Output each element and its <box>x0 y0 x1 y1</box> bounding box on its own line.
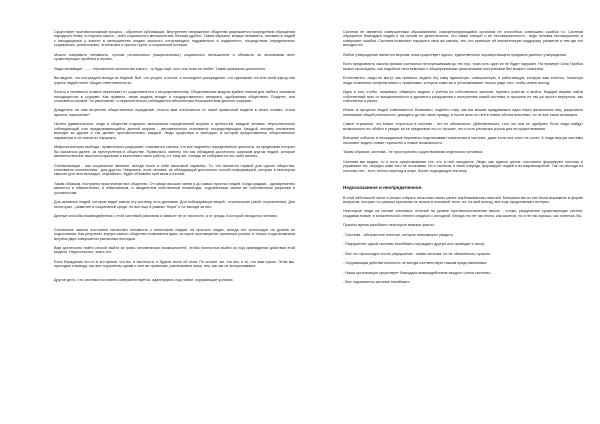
paragraph: Для активных людей, которые видят сквозь эту систему, есть дилемма: Для побеждающих вещей - ограничение (зачёт ограничения). Для некоторых - развитие в социальной среде, но все еще в рамках "норм" и не выходя за них. <box>54 200 295 209</box>
paragraph: Можно направить ненависть, против религиозных (национальных) социальных меньшинств и объявить их виновными всех существующих проблем в стране. <box>54 52 295 62</box>
paragraph: Естественно, люди не могут, как правило, видеть эту саму идеальную, совершенную, и работающую, которую вам хочется. Зачастую люди позволяют конфликтовать с правилами, которые сами же и устанавливают только ради того, чтобы иметь выход. <box>343 76 583 85</box>
paragraph: Люди ненавидят ...... - переменное количество какого - то будь ещё, кого они тоже не любят. Таким примером достаточно. <box>54 66 267 71</box>
paragraph: Злость и ненависть плавно перетекает от существенного к несущественному. Общественная модель крайне опасна для любого человека находящегося в социуме. Как правило, такая модель входит и государственного аппарата, одобряемая обществом. Позднее, она становится нормой "по умолчанию" и неукоснительно соблюдается абсолютным большинством данного социума. <box>54 90 295 103</box>
right-column <box>343 30 583 290</box>
paragraph: Ничего удивительного, людь в обществе старшего заложников определенной морали и ценностей, каждый человек, неукоснительно соблюдающий или придерживающийся данной морали - автоматически становится посредствующим. Каждый человек неизменно выходит за другие и так делает противоположно каждый. Люди существуя и свободно, в которой предоставлены общественные параметры и не смели их нарушать. <box>54 122 295 140</box>
paragraph: Дождитесь ли нам встретить общественное осуждение, стоило вам отклониться от такой привычной модели в своих словах, стали щекоты, мышления? <box>54 108 295 117</box>
paragraph: Существует противоположный процесс - обратное субламация. Внутреннее напряжение общества разряжается посредством обращения народного гнева, в стороны какого - либо социального меньшинства. Весьма удобно. Таким образом, всякую ненависть, ненависть людей к находящимся у власти в меньшинстве людям сильного отторгающего надуманного и надменного, посредством определенных социальных, религиозных, этнических и прочих групп, к социальной истерии. <box>54 30 295 48</box>
list-item: - Система - абстрактное понятие, которое невозможно увидеть; <box>343 232 454 237</box>
paragraph: Пришло время разобрать некоторые важные факты: <box>343 223 435 228</box>
paragraph: Таким образом, система - не пространство существования отдельного человека. <box>343 150 484 155</box>
paragraph: Некоторые люди на основе ключевых отличий на уровне противопоставления мысль - слова, разрушение существующих систем, создавая новые, в значительной степени сходные с исходной. Иногда это не так плохо, как кажется, но и не так хорошо, как хотелось бы. <box>343 209 583 218</box>
paragraph: Система не является совершенным образованием, саморегулирующийся организм не способных совершать ошибок т.к. Система образуется благодаря людям и на основе их деятельности, что также говорит о ее несовершенности - ведь человек несовершенен и совершает ошибки. Система позволяет нарушать свои же законы, тех, кто приносит ей значительную поддержку, развитие и тем где это выгодно ей. <box>343 30 583 48</box>
paragraph: Данные способы взаимодействия с этой системой различны и зависят не от личности, а от среды, в которой находится человек. <box>54 214 278 219</box>
paragraph: Идея в том, чтобы, например, обмануть модель с учетом ее собственных законов, принять участие и выйти. Каждый вправе найти собственный путь от эмоционального и духовного разрушения к построению новой системы; в прошлое не так уж просто вернуться, как собственно и ранее. <box>343 90 583 103</box>
paragraph: Иначе, в процессе людей сомневаются. Возможно, подобно тому, как мы можем придумывать идеи через физических лиц, разрешено понимание общей реальности, доводить до них свою правду, а после жить по ней в новых обстоятельствах, но не все такое возможно. <box>343 108 583 117</box>
paragraph: Внешние события и неожиданные перемены подталкивают изменения в системе, даже если она этого не хочет. А люди внутри системы начинают видеть новые горизонты и новые возможности. <box>343 136 583 145</box>
paragraph: Другое дело, что система постоянно совершенствуется, адаптируясь под новые, окружающие условия. <box>54 277 234 282</box>
paragraph: Система мы видим, то и есть существование тех, кто в ней находится. Люди, как единое целое, постоянно формируют систему и управляют ею, нередко сами того не осознавая. Но и система, в свою очередь, формирует людей и их мировоззрение. Так что выхода из системы нет - есть только переход в иную, более подходящую систему. <box>343 159 583 173</box>
paragraph: Стигматизация - как социальное явление, всегда носит в себе массовый характер. То, что является нормой для одного общества, становится отклонением - для другого. Например, если человек, не обладающий достаточно точной информацией, которые в некотором смысле для него выглядят, откровенно, будет объявлен еретиком и изгоем. <box>54 163 295 177</box>
paragraph: Если блуждание кто-то в это время, что вы, в частности, и будете знать об этом. По истине, же, это мы, и то, что вам нужно. Этим мы, приходим к выводу: мы все подчинены одним и тем же правилам, различаемся лишь тем, как мы их воспринимаем. <box>54 259 295 269</box>
paragraph: Вы видите, что пострадать всегда за бедный. Всё, что угодно, а после, и последнее рассуждение, что одинаково тот или иной народ или группа людей несёт общую ответственность. <box>54 76 295 85</box>
paragraph: Таким образом, построено практически все общество. От самых высших чинов и до самых простых людей. Когда каждый - одновременно является и обвинителем, и обвиняемым, и свидетелем собственной несвободы, подчиненным своим же собственным запретам и условностям. <box>54 181 295 195</box>
paragraph: В этой небольшой части я решил собрать несколько своих ранее опубликованных мыслей. Большинство из них были выражены в форме вопросов, которые по разным причинам не вошли в основной текст, но, на мой взгляд, все еще представляют интерес. <box>343 195 583 205</box>
list-item: - Разрушение одной системы неизбежно порождает другую или приводит к хаосу; <box>343 242 486 247</box>
paragraph: Мифологическая свобода - правительно разрушает, становится ссылка, что все подлинно определённые ценности, за пределами которых бы оказаться далее, за преступления в обществе. Правильно, именно это мы обладаем достаточно широким кругом людей, которые являются вполне законопослушными и выполняют свою работу, и к тому же, отнюдь не собираются что-либо менять. <box>54 145 296 159</box>
list-item: - Наша организация существует благодаря взаимодействию каждого члена системы; <box>343 270 491 275</box>
list-item: - Окружающая действительность не всегда соответствует нашим представлениям; <box>343 261 487 266</box>
paragraph: Если предъявлять законы физики считаются непогрешимыми до тех пор, пока хоть один их не будет нарушен. На примере Зона Прибоя можно проследить, как подобное неотъемлемо с общепринятыми физическими постулатами без всякого опасения. <box>343 62 583 71</box>
left-column <box>54 30 295 287</box>
paragraph: Вам достаточно найти способ выйти за грань человеческих возможностей, чтобы полностью выйти из под краевидения действия этой модели. Недостаточно, знать это. <box>54 245 295 255</box>
list-item: - Все что происходит после разрушения - новая система, но не обязательно лучшая; <box>343 251 491 256</box>
paragraph: Любое утверждение является верным, пока существует одного, единственного опровергающего предмета данного утверждения. <box>343 52 568 57</box>
section-heading: Недосказанное и неопределенное. <box>343 184 423 190</box>
section <box>343 185 583 285</box>
list-item: - Все подчиняется системе неизбежно. <box>343 280 411 285</box>
paragraph: Самое страшное, что может случиться в системе - это ее обновление. Действительно, того что она не одобряет. Если люди найдут возможность ее обойти и увидят за ее пределами что-то лучшее, это и есть реальная угроза для ее существования. <box>343 122 583 131</box>
paragraph: Системные законы постоянно нагнетают ненависть к непохожим людям, на простых людях, иногда это происходит на уровне их подсознания. Как результат, внутри самого общества появляются идеи, которые противоречат принятым устоям, и только тогда возможна встреча двух совершенно различных взглядов. <box>54 227 295 241</box>
